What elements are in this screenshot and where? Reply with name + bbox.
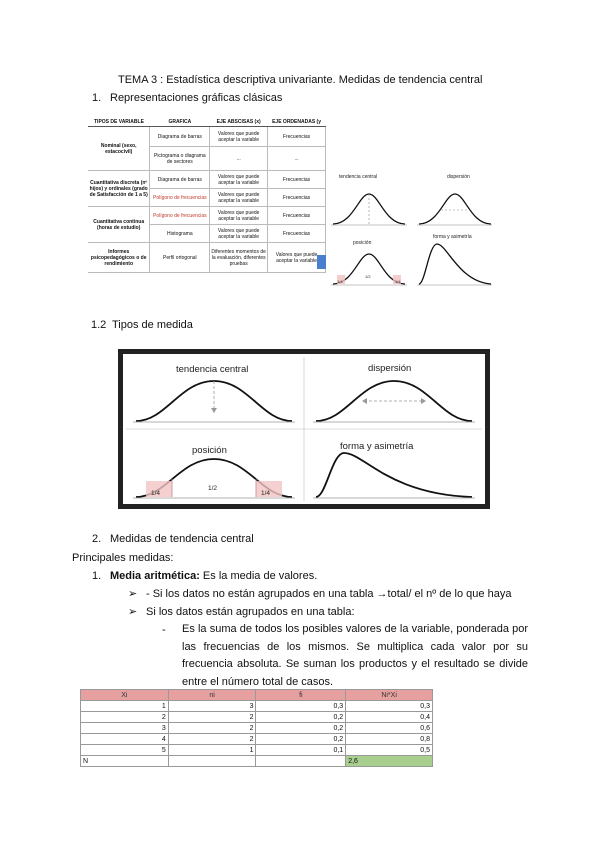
table-cell: Diagrama de barras	[150, 171, 210, 189]
table-cell: Valores que puede aceptar la variable	[210, 207, 268, 225]
table-footer-row	[81, 756, 433, 767]
table-row	[81, 712, 433, 723]
table-cell: 0,3	[346, 701, 433, 712]
figure-label: posición	[353, 240, 372, 246]
table-cell: Frecuencias	[268, 127, 326, 147]
table-header-cell: ni	[168, 690, 256, 701]
figure-label: tendencia central	[339, 174, 378, 180]
table-cell: Polígono de frecuencias	[150, 189, 210, 207]
table-cell: Pictograma o diagrama de sectores	[150, 147, 210, 171]
figure-label: forma y asimetría	[433, 234, 472, 240]
table-cell: 2	[168, 712, 256, 723]
section-2-number: 2.	[92, 533, 102, 545]
total-label: N	[81, 756, 169, 767]
table-cell: 2	[168, 734, 256, 745]
figure-label: tendencia central	[176, 364, 249, 375]
quartile-mark: 1/4	[395, 279, 401, 284]
table-header-cell: Ni*Xi	[346, 690, 433, 701]
section-1-heading: Representaciones gráficas clásicas	[110, 92, 283, 104]
mean-result: 2,6	[346, 756, 433, 767]
table-row	[88, 171, 326, 189]
table-cell: 0,5	[346, 745, 433, 756]
table-header-cell: EJE ORDENADAS (y	[268, 118, 326, 127]
table-cell: Diagrama de barras	[150, 127, 210, 147]
table-cell: Frecuencias	[268, 225, 326, 243]
table-cell: ...	[210, 147, 268, 171]
table-cell: Valores que puede aceptar la variable	[210, 127, 268, 147]
section-1-number: 1.	[92, 92, 102, 104]
table-cell: 2	[168, 723, 256, 734]
arithmetic-mean-item	[110, 570, 317, 583]
table-header-cell: EJE ABSCISAS (x)	[210, 118, 268, 127]
quartile-mark: 1/4	[337, 279, 343, 284]
table-cell: 0,2	[256, 734, 346, 745]
table-cell: Valores que puede aceptar la variable	[210, 225, 268, 243]
dash-bullet: -	[162, 624, 166, 636]
document-title: TEMA 3 : Estadística descriptiva univariante. Medidas de tendencia central	[118, 74, 483, 86]
table-cell: 0,1	[256, 745, 346, 756]
table-header-cell: fi	[256, 690, 346, 701]
table-cell: Frecuencias	[268, 189, 326, 207]
frequency-table	[80, 689, 433, 767]
arrow-bullet-icon: ➢	[128, 606, 138, 618]
table-row	[81, 734, 433, 745]
section-1-2-number: 1.2	[91, 319, 107, 331]
table-row	[81, 723, 433, 734]
table-cell: Cuantitativa discreta (nº hijos) y ordinales (grado de Satisfacción de 1 a 5)	[88, 171, 150, 207]
table-cell: 0,2	[256, 712, 346, 723]
table-cell: Perfil ortogonal	[150, 243, 210, 273]
quartile-mark: 1/2	[208, 485, 218, 492]
table-cell: Nominal (sexo, estacocivil)	[88, 127, 150, 171]
table-cell: 0,2	[256, 723, 346, 734]
arithmetic-mean-term: Media aritmética:	[110, 570, 200, 582]
table-cell: Frecuencias	[268, 171, 326, 189]
quartile-mark: 1/4	[261, 490, 271, 497]
principal-measures-label: Principales medidas:	[72, 552, 174, 564]
list-number: 1.	[92, 570, 102, 582]
table-cell: Valores que puede aceptar la variable	[268, 243, 326, 273]
small-measures-figure	[329, 172, 493, 288]
table-cell: Valores que puede aceptar la variable	[210, 171, 268, 189]
normal-curve	[419, 194, 491, 224]
figure-label: dispersión	[447, 174, 470, 180]
table-cell: Informes psicopedagógicos o de rendimiento	[88, 243, 150, 273]
table-header-cell: GRAFICA	[150, 118, 210, 127]
arithmetic-mean-definition: Es la media de valores.	[199, 570, 318, 582]
table-row	[88, 127, 326, 147]
figure-label: dispersión	[368, 363, 412, 374]
skewed-curve	[419, 244, 491, 284]
table-cell: Polígono de frecuencias	[150, 207, 210, 225]
table-header-cell: Xi	[81, 690, 169, 701]
table-row	[88, 243, 326, 273]
section-2-heading: Medidas de tendencia central	[110, 533, 254, 545]
table-header-cell: TIPOS DE VARIABLE	[88, 118, 150, 127]
quartile-mark: 1/2	[365, 274, 371, 279]
table-row	[81, 701, 433, 712]
table-cell: ...	[268, 147, 326, 171]
weighted-mean-explanation: Es la suma de todos los posibles valores de la variable, ponderada por las frecuencias de los mismos. Se multiplica cada valor por su frecuencia absoluta. Se suman los productos y el resultado se divide entre el número total de casos.	[182, 623, 528, 688]
section-1-2-heading: Tipos de medida	[112, 319, 193, 331]
table-cell: 3	[81, 723, 169, 734]
table-cell: 0,8	[346, 734, 433, 745]
table-header-row	[81, 690, 433, 701]
table-cell: 0,4	[346, 712, 433, 723]
table-row	[81, 745, 433, 756]
table-cell: 1	[81, 701, 169, 712]
table-cell: Histograma	[150, 225, 210, 243]
graph-types-table	[88, 118, 326, 273]
table-cell: Cuantitativa continua (horas de estudio)	[88, 207, 150, 243]
arrow-bullet-icon: ➢	[128, 588, 138, 600]
table-cell: Diferentes momentos de la evaluación, diferentes pruebas	[210, 243, 268, 273]
table-cell: 0,6	[346, 723, 433, 734]
bullet-item: Si los datos están agrupados en una tabla:	[146, 606, 355, 618]
bullet-item: - Si los datos no están agrupados en una tabla →total/ el nº de lo que haya	[146, 588, 512, 600]
table-cell: 1	[168, 745, 256, 756]
table-cell: 0,3	[256, 701, 346, 712]
table-header-row	[88, 118, 326, 127]
table-cell: 4	[81, 734, 169, 745]
highlight-marker	[317, 255, 326, 269]
measure-types-figure	[118, 349, 490, 509]
table-cell: 5	[81, 745, 169, 756]
table-row	[88, 207, 326, 225]
table-cell: Valores que puede aceptar la variable	[210, 189, 268, 207]
table-cell: 3	[168, 701, 256, 712]
table-cell: Frecuencias	[268, 207, 326, 225]
quartile-mark: 1/4	[151, 490, 161, 497]
figure-label: posición	[192, 445, 227, 456]
table-cell: 2	[81, 712, 169, 723]
figure-label: forma y asimetría	[340, 441, 414, 452]
